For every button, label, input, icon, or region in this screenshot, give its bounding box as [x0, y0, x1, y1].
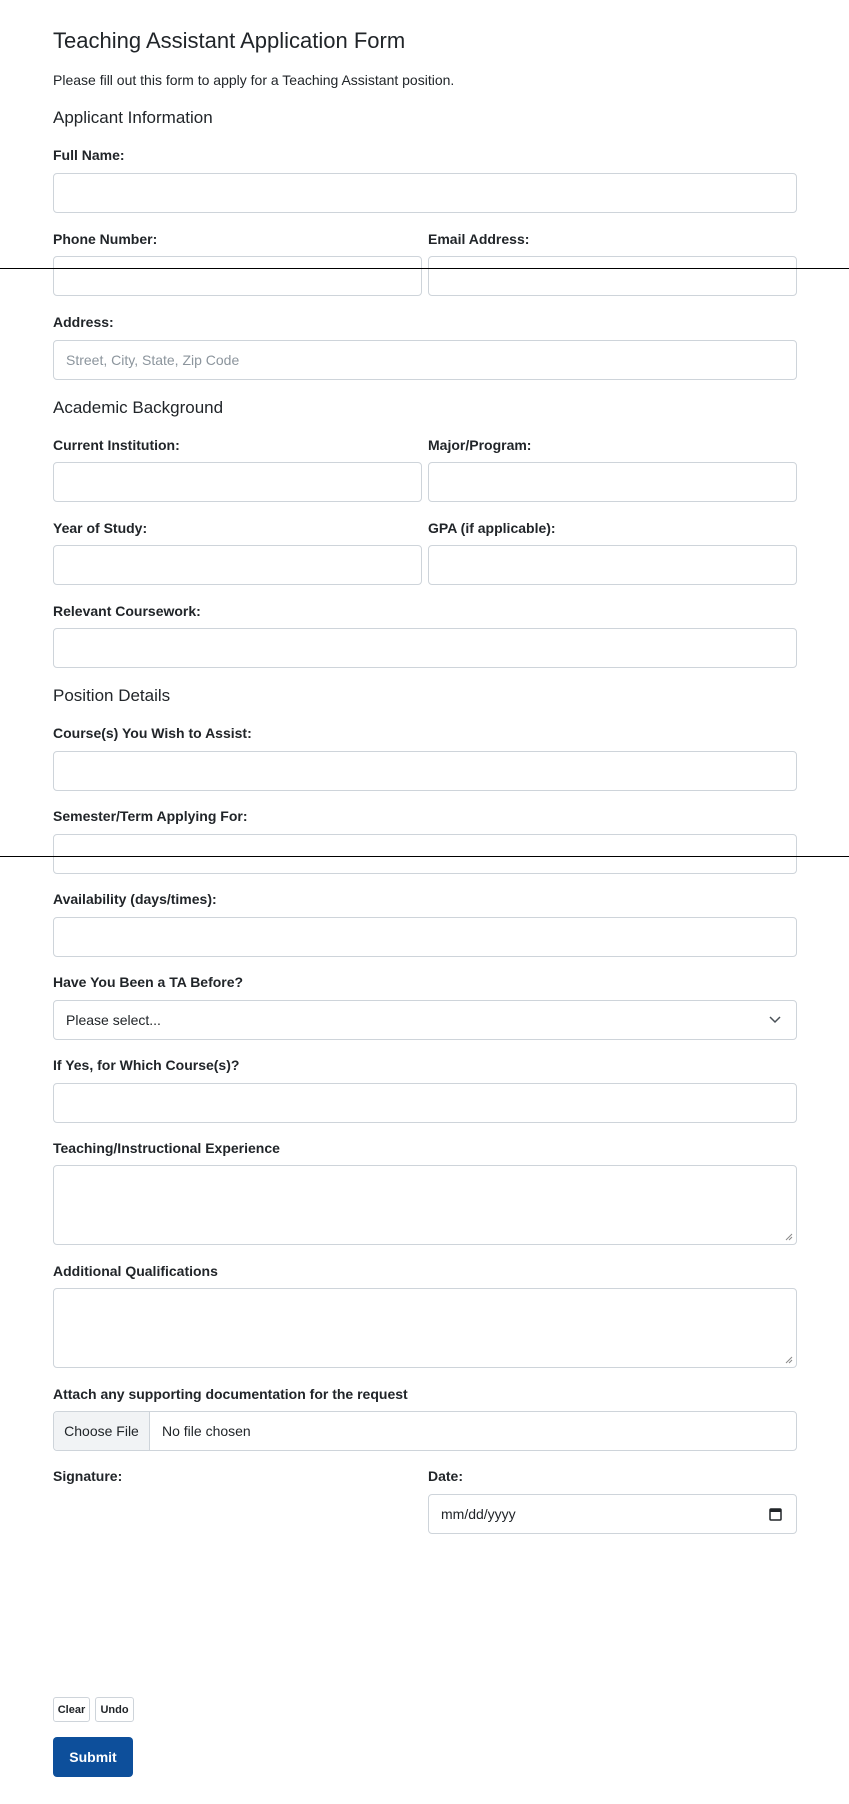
gpa-label: GPA (if applicable): [428, 520, 556, 536]
which-courses-label: If Yes, for Which Course(s)? [53, 1057, 240, 1073]
submit-button[interactable]: Submit [53, 1737, 133, 1777]
qualifications-label: Additional Qualifications [53, 1263, 218, 1279]
page-title: Teaching Assistant Application Form [53, 28, 406, 53]
undo-signature-button[interactable]: Undo [95, 1697, 134, 1722]
full-name-input[interactable] [53, 173, 797, 213]
email-input[interactable] [428, 256, 797, 296]
file-status: No file chosen [162, 1423, 251, 1439]
ta-before-select[interactable] [53, 1000, 797, 1040]
horizontal-rule-bottom [0, 856, 849, 857]
coursework-label: Relevant Coursework: [53, 603, 201, 619]
date-placeholder: mm/dd/yyyy [441, 1506, 516, 1522]
file-input[interactable] [53, 1411, 797, 1451]
major-label: Major/Program: [428, 437, 532, 453]
date-input[interactable] [428, 1494, 797, 1534]
address-placeholder: Street, City, State, Zip Code [66, 352, 240, 368]
intro-text: Please fill out this form to apply for a Teaching Assistant position. [53, 72, 455, 88]
resize-grip-icon[interactable] [785, 1233, 793, 1241]
institution-label: Current Institution: [53, 437, 180, 453]
courses-input[interactable] [53, 751, 797, 791]
institution-input[interactable] [53, 462, 422, 502]
resize-grip-icon[interactable] [785, 1356, 793, 1364]
which-courses-input[interactable] [53, 1083, 797, 1123]
attachment-label: Attach any supporting documentation for the request [53, 1386, 408, 1402]
email-label: Email Address: [428, 231, 530, 247]
major-input[interactable] [428, 462, 797, 502]
section-academic-heading: Academic Background [53, 398, 224, 417]
choose-file-button[interactable]: Choose File [54, 1412, 150, 1450]
horizontal-rule-top [0, 268, 849, 269]
phone-input[interactable] [53, 256, 422, 296]
signature-label: Signature: [53, 1468, 123, 1484]
calendar-icon[interactable] [769, 1507, 782, 1521]
qualifications-textarea[interactable] [53, 1288, 797, 1368]
experience-textarea[interactable] [53, 1165, 797, 1245]
clear-signature-button[interactable]: Clear [53, 1697, 90, 1722]
year-input[interactable] [53, 545, 422, 585]
address-input[interactable] [53, 340, 797, 380]
signature-pad[interactable] [53, 1494, 422, 1684]
section-position-heading: Position Details [53, 686, 171, 705]
courses-label: Course(s) You Wish to Assist: [53, 725, 252, 741]
coursework-input[interactable] [53, 628, 797, 668]
section-applicant-heading: Applicant Information [53, 108, 213, 127]
ta-before-label: Have You Been a TA Before? [53, 974, 244, 990]
phone-label: Phone Number: [53, 231, 158, 247]
ta-before-selected-value: Please select... [66, 1012, 161, 1028]
experience-label: Teaching/Instructional Experience [53, 1140, 280, 1156]
full-name-label: Full Name: [53, 147, 125, 163]
semester-input[interactable] [53, 834, 797, 874]
year-label: Year of Study: [53, 520, 148, 536]
chevron-down-icon [768, 1014, 782, 1024]
availability-label: Availability (days/times): [53, 891, 217, 907]
address-label: Address: [53, 314, 114, 330]
date-label: Date: [428, 1468, 464, 1484]
gpa-input[interactable] [428, 545, 797, 585]
availability-input[interactable] [53, 917, 797, 957]
semester-label: Semester/Term Applying For: [53, 808, 248, 824]
